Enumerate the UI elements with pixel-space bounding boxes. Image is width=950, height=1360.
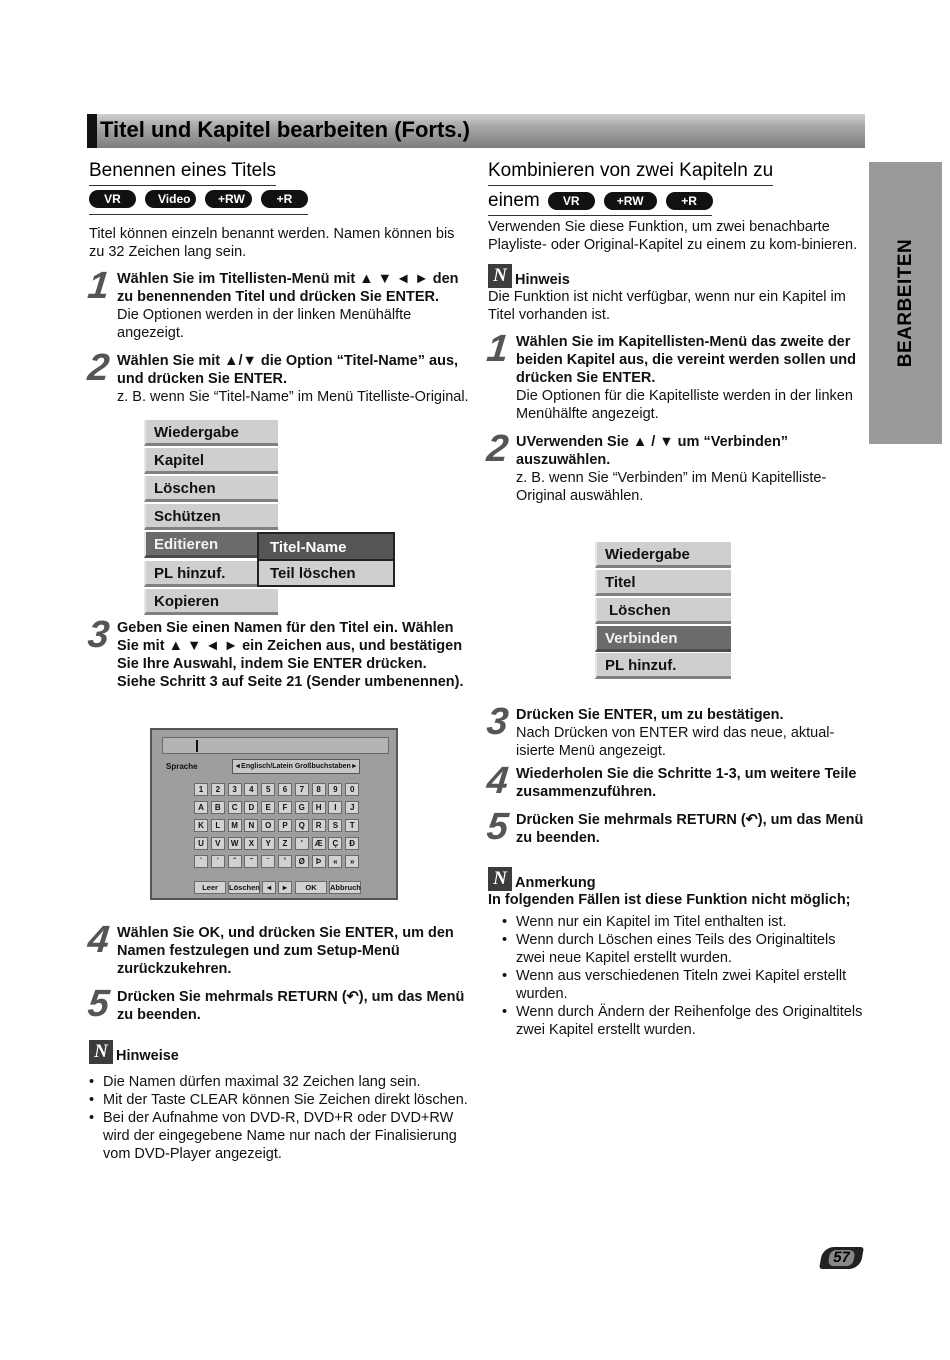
keyboard-key[interactable]: Ð <box>345 837 359 850</box>
right-heading: Kombinieren von zwei Kapiteln zu <box>488 158 866 186</box>
right-step-4 <box>484 760 866 802</box>
keyboard-key[interactable]: Q <box>295 819 309 832</box>
list-item: • Die Namen dürfen maximal 32 Zeichen lang sein. <box>89 1073 469 1091</box>
notes-list <box>89 1073 469 1163</box>
right-intro: Verwenden Sie diese Funktion, um zwei benachbarte Playliste- oder Original-Kapitel zu einem zu kom-binieren. <box>488 219 858 253</box>
keyboard-key[interactable]: Z <box>278 837 292 850</box>
keyboard-key[interactable]: K <box>194 819 208 832</box>
left-column <box>85 158 469 406</box>
keyboard-key[interactable]: 8 <box>312 783 326 796</box>
step-number: 3 <box>85 614 112 656</box>
submenu-item-teil-loeschen[interactable]: Teil löschen <box>257 559 395 587</box>
keyboard-key[interactable]: S <box>328 819 342 832</box>
keyboard-key[interactable]: ` <box>194 855 208 868</box>
menu-item-loeschen[interactable]: Löschen <box>144 476 278 502</box>
step-instruction: Wählen Sie im Titellisten-Menü mit ▲ ▼ ◄ ► den zu benennenden Titel und drücken Sie ENTER. <box>117 271 459 305</box>
note-icon: N <box>488 264 512 288</box>
keyboard-key[interactable]: D <box>244 801 258 814</box>
badge-vr: VR <box>548 192 595 210</box>
section-side-tab <box>869 162 942 444</box>
hint-title: Hinweis <box>515 272 570 288</box>
page-number: 57 <box>828 1250 856 1266</box>
keyboard-key[interactable]: P <box>278 819 292 832</box>
name-input[interactable] <box>162 737 389 754</box>
language-label: Sprache <box>166 762 198 771</box>
menu-item-kopieren[interactable]: Kopieren <box>144 589 278 615</box>
keyboard-key[interactable]: R <box>312 819 326 832</box>
submenu-item-titel-name[interactable]: Titel-Name <box>257 532 395 561</box>
step-number: 2 <box>484 428 511 470</box>
step-detail: z. B. wenn Sie “Titel-Name” im Menü Titelliste-Original. <box>117 389 469 405</box>
left-step-5 <box>85 983 469 1025</box>
keyboard-key[interactable]: X <box>244 837 258 850</box>
list-item: • Mit der Taste CLEAR können Sie Zeichen direkt löschen. <box>89 1091 469 1109</box>
side-tab-label: BEARBEITEN <box>894 238 916 368</box>
notes-heading <box>89 1040 469 1064</box>
menu-item-schuetzen[interactable]: Schützen <box>144 504 278 530</box>
keyboard-key[interactable]: M <box>228 819 242 832</box>
step-detail: Nach Drücken von ENTER wird das neue, aktual-isierte Menü angezeigt. <box>516 725 835 759</box>
step-instruction: UVerwenden Sie ▲ / ▼ um “Verbinden” auszuwählen. <box>516 434 789 468</box>
left-lower <box>85 919 469 1163</box>
left-heading: Benennen eines Titels <box>89 158 469 186</box>
cancel-button[interactable]: Abbruch <box>330 883 361 892</box>
keyboard-key[interactable]: 9 <box>328 783 342 796</box>
note-icon: N <box>89 1040 113 1064</box>
menu-item-pl-hinzuf[interactable]: PL hinzuf. <box>144 561 278 587</box>
badge-vr: VR <box>89 190 136 208</box>
keyboard-key[interactable]: E <box>261 801 275 814</box>
badge-rw: +RW <box>604 192 657 210</box>
keyboard-key[interactable]: ˆ <box>228 855 242 868</box>
keyboard-key[interactable]: O <box>261 819 275 832</box>
note-icon: N <box>488 867 512 891</box>
keyboard-key[interactable]: B <box>211 801 225 814</box>
menu-item-wiedergabe[interactable]: Wiedergabe <box>144 420 278 446</box>
keyboard-key[interactable]: 3 <box>228 783 242 796</box>
hint-heading <box>488 264 866 288</box>
remark-title: Anmerkung <box>515 875 596 891</box>
step-detail: Die Optionen werden in der linken Menühälfte angezeigt. <box>117 307 412 341</box>
keyboard-key[interactable]: U <box>194 837 208 850</box>
left-step-1 <box>85 265 469 342</box>
step-instruction: Wählen Sie mit ▲/▼ die Option “Titel-Name” aus, und drücken Sie ENTER. <box>117 353 459 387</box>
keyboard-key[interactable]: I <box>328 801 342 814</box>
menu-item-titel[interactable]: Titel <box>595 570 731 596</box>
step-instruction: Geben Sie einen Namen für den Titel ein. Wählen Sie mit ▲ ▼ ◄ ► ein Zeichen aus, und bestätigen Sie Ihre Auswahl, indem Sie ENTER drücken. Siehe Schritt 3 auf Seite 21 (Sender umbenennen). <box>117 620 464 690</box>
menu-item-pl-hinzuf[interactable]: PL hinzuf. <box>595 653 731 679</box>
step-number: 4 <box>484 760 511 802</box>
left-step-3-wrap <box>85 614 469 691</box>
text-cursor <box>196 740 198 752</box>
list-item: • Wenn nur ein Kapitel im Titel enthalten ist. <box>502 913 866 931</box>
step-detail: Die Optionen für die Kapitelliste werden in der linken Menühälfte angezeigt. <box>516 388 853 422</box>
right-badges <box>548 192 713 210</box>
right-lower <box>484 701 866 1039</box>
keyboard-key[interactable]: 0 <box>345 783 359 796</box>
remarks-list <box>488 913 866 1039</box>
keyboard-key[interactable]: Þ <box>312 855 326 868</box>
step-detail: z. B. wenn Sie “Verbinden” im Menü Kapitelliste-Original auswählen. <box>516 470 827 504</box>
right-step-1 <box>484 328 866 423</box>
step-instruction: Wählen Sie OK, und drücken Sie ENTER, um den Namen festzulegen und zum Setup-Menü zurückzukehren. <box>117 925 454 977</box>
menu-item-loeschen[interactable]: Löschen <box>595 598 731 624</box>
keyboard-key[interactable]: ´ <box>211 855 225 868</box>
right-column <box>484 158 866 505</box>
keyboard-key[interactable]: 6 <box>278 783 292 796</box>
step-instruction: Wiederholen Sie die Schritte 1-3, um weitere Teile zusammenzuführen. <box>516 766 857 800</box>
badge-r: +R <box>666 192 713 210</box>
left-step-3 <box>85 614 469 691</box>
right-heading-line2 <box>488 188 712 216</box>
keyboard-key[interactable]: 1 <box>194 783 208 796</box>
keyboard-key[interactable]: ¨ <box>261 855 275 868</box>
step-instruction: Drücken Sie ENTER, um zu bestätigen. <box>516 707 784 723</box>
step-number: 5 <box>85 983 112 1025</box>
step-number: 4 <box>85 919 112 961</box>
step-number: 2 <box>85 347 112 389</box>
keyboard-key[interactable]: A <box>194 801 208 814</box>
list-item: • Wenn durch Löschen eines Teils des Originaltitels zwei neue Kapitel erstellt wurden. <box>502 931 866 967</box>
right-step-5 <box>484 806 866 848</box>
keyboard-key[interactable]: 2 <box>211 783 225 796</box>
badge-video: Video <box>145 190 196 208</box>
list-item: • Bei der Aufnahme von DVD-R, DVD+R oder DVD+RW wird der eingegebene Name nur nach der Finalisierung vom DVD-Player angezeigt. <box>89 1109 469 1163</box>
keyboard-key[interactable]: ˚ <box>278 855 292 868</box>
badge-r: +R <box>261 190 308 208</box>
cursor-left-button[interactable]: ◄ <box>262 881 276 894</box>
step-number: 1 <box>85 265 112 307</box>
step-instruction: Wählen Sie im Kapitellisten-Menü das zweite der beiden Kapitel aus, die vereint werden sollen und drücken Sie ENTER. <box>516 334 857 386</box>
right-heading-word: einem <box>488 190 540 211</box>
delete-button[interactable]: Löschen <box>229 883 260 892</box>
remark-lead: In folgenden Fällen ist diese Funktion nicht möglich; <box>488 892 851 908</box>
keyboard-key[interactable]: » <box>345 855 359 868</box>
keyboard-key[interactable]: Ç <box>328 837 342 850</box>
keyboard-key[interactable]: L <box>211 819 225 832</box>
keyboard-key[interactable]: Ø <box>295 855 309 868</box>
keyboard-key[interactable]: W <box>228 837 242 850</box>
ok-button[interactable]: OK <box>295 881 327 894</box>
notes-title: Hinweise <box>116 1048 179 1064</box>
keyboard-key[interactable]: Æ <box>312 837 326 850</box>
cursor-right-button[interactable]: ► <box>278 881 292 894</box>
language-selector[interactable]: ◄Englisch/Latein Großbuchstaben► <box>232 759 360 774</box>
keyboard-key[interactable]: N <box>244 819 258 832</box>
keyboard-key[interactable]: C <box>228 801 242 814</box>
keyboard-key[interactable]: Y <box>261 837 275 850</box>
step-number: 1 <box>484 328 511 370</box>
keyboard-key[interactable]: J <box>345 801 359 814</box>
step-instruction: Drücken Sie mehrmals RETURN (↶), um das Menü zu beenden. <box>117 989 465 1023</box>
step-number: 5 <box>484 806 511 848</box>
list-item: • Wenn aus verschiedenen Titeln zwei Kapitel erstellt wurden. <box>502 967 866 1003</box>
keyboard-key[interactable]: 7 <box>295 783 309 796</box>
list-item: • Wenn durch Ändern der Reihenfolge des Originaltitels zwei Kapitel erstellt wurden. <box>502 1003 866 1039</box>
left-intro: Titel können einzeln benannt werden. Namen können bis zu 32 Zeichen lang sein. <box>89 226 455 260</box>
keyboard-key[interactable]: F <box>278 801 292 814</box>
keyboard-key[interactable]: ' <box>295 837 309 850</box>
step-number: 3 <box>484 701 511 743</box>
keyboard-key[interactable]: « <box>328 855 342 868</box>
page-title-bar <box>87 114 865 148</box>
page-number-badge <box>819 1247 864 1269</box>
menu-item-verbinden[interactable]: Verbinden <box>595 626 731 652</box>
keyboard-key[interactable]: V <box>211 837 225 850</box>
keyboard-key[interactable]: 4 <box>244 783 258 796</box>
space-button[interactable]: Leer <box>194 881 226 894</box>
menu-item-kapitel[interactable]: Kapitel <box>144 448 278 474</box>
remark-heading <box>488 867 866 891</box>
right-step-3 <box>484 701 866 760</box>
left-badges <box>89 190 308 215</box>
hint-text: Die Funktion ist nicht verfügbar, wenn nur ein Kapitel im Titel vorhanden ist. <box>488 289 846 323</box>
badge-rw: +RW <box>205 190 252 208</box>
right-step-2 <box>484 428 866 505</box>
name-keyboard-panel <box>150 728 398 900</box>
left-step-4 <box>85 919 469 978</box>
keyboard-key[interactable]: H <box>312 801 326 814</box>
keyboard-key[interactable]: ˜ <box>244 855 258 868</box>
page-title: Titel und Kapitel bearbeiten (Forts.) <box>100 117 470 142</box>
keyboard-key[interactable]: 5 <box>261 783 275 796</box>
step-instruction: Drücken Sie mehrmals RETURN (↶), um das Menü zu beenden. <box>516 812 864 846</box>
menu-item-editieren[interactable]: Editieren <box>144 532 278 558</box>
keyboard-key[interactable]: T <box>345 819 359 832</box>
left-step-2 <box>85 347 469 406</box>
menu-item-wiedergabe[interactable]: Wiedergabe <box>595 542 731 568</box>
keyboard-key[interactable]: G <box>295 801 309 814</box>
